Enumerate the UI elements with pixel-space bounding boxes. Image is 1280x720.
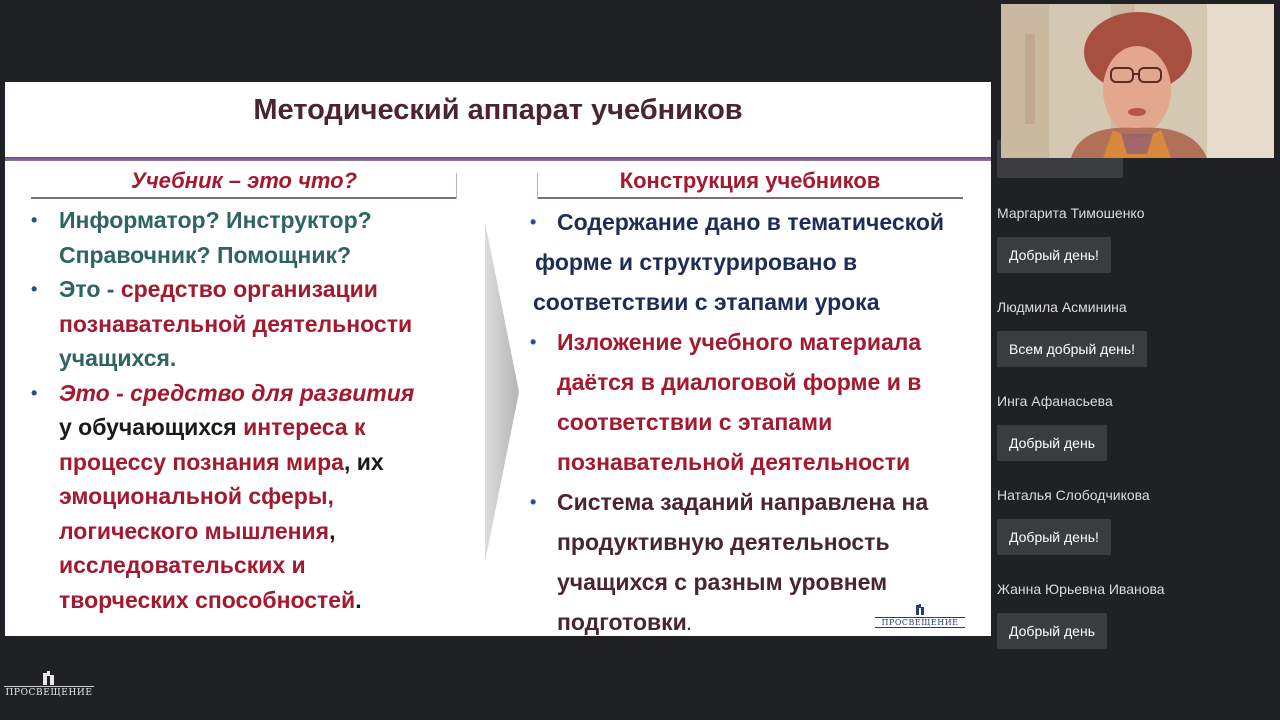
text-line: Система заданий направлена на [557, 489, 929, 515]
right-column-header [537, 166, 963, 198]
watermark-text: ПРОСВЕЩЕНИЕ [5, 688, 93, 698]
text-fragment: процессу познания мира [59, 448, 344, 475]
chat-author: Людмила Асминина [997, 299, 1127, 315]
right-column [527, 202, 987, 636]
publisher-emblem-icon [914, 604, 926, 616]
presenter-webcam-video [1001, 4, 1274, 158]
text-line: Изложение учебного материала [557, 329, 922, 355]
chat-message-bubble: Добрый день [997, 613, 1107, 649]
bullet-icon: • [31, 210, 38, 230]
bullet-icon: • [31, 382, 38, 403]
slide-title: Методический аппарат учебников [253, 94, 743, 126]
bullet-icon: • [530, 212, 537, 232]
text-line: продуктивную деятельность [557, 529, 890, 555]
text-line [59, 583, 459, 618]
bullet-icon: • [530, 332, 537, 352]
text-fragment: логического мышления [59, 517, 330, 544]
text-fragment: . [686, 617, 692, 634]
left-header-text: Учебник – это что? [130, 168, 358, 193]
left-header-underline [31, 197, 457, 199]
text-fragment: творческих способностей [59, 586, 356, 613]
chat-message-bubble: Добрый день! [997, 237, 1111, 273]
text-line: исследовательских и [59, 552, 306, 578]
text-line: соответствии с этапами урока [533, 289, 880, 315]
text-fragment: Это - [59, 276, 121, 302]
text-line: эмоциональной сферы, [59, 483, 334, 509]
text-line: учащихся с разным уровнем [557, 569, 888, 595]
text-fragment: , [329, 517, 336, 544]
presenter-video-frame [1001, 4, 1274, 158]
right-bullet-1 [527, 202, 987, 242]
watermark-emblem-icon [41, 671, 57, 685]
chat-author: Инга Афанасьева [997, 393, 1113, 409]
right-bullet-2 [527, 322, 987, 482]
text-fragment: , их [343, 448, 384, 475]
bullet-icon: • [31, 279, 38, 299]
text-line: форме и структурировано в [535, 249, 858, 275]
left-column [29, 203, 459, 617]
text-line: Информатор? Инструктор? [59, 207, 372, 233]
text-line: Это - средство для развития [59, 379, 415, 406]
left-bullet-2 [29, 272, 459, 376]
right-header-underline [537, 197, 963, 199]
left-bullet-1 [29, 203, 459, 272]
text-line [59, 410, 459, 445]
title-divider [5, 157, 991, 161]
text-fragment: у обучающихся [59, 414, 244, 440]
publisher-logo [875, 604, 965, 634]
presentation-slide [5, 82, 991, 636]
left-bullet-3 [29, 376, 459, 618]
text-fragment: средство организации [120, 276, 378, 302]
text-line [59, 514, 459, 549]
watermark-logo [4, 671, 94, 698]
chat-author: Наталья Слободчикова [997, 487, 1150, 503]
publisher-logo-text: ПРОСВЕЩЕНИЕ [875, 617, 965, 628]
left-column-header [31, 166, 457, 198]
text-line: учащихся. [59, 345, 177, 371]
bullet-icon: • [530, 492, 537, 512]
right-header-tick [537, 173, 538, 199]
left-header-tick [456, 173, 457, 199]
chat-message-bubble: Добрый день! [997, 519, 1111, 555]
chat-author: Жанна Юрьевна Иванова [997, 581, 1165, 597]
chat-message-bubble: Добрый день [997, 425, 1107, 461]
chat-message-bubble: Всем добрый день! [997, 331, 1147, 367]
text-line [59, 445, 459, 480]
chat-author: Маргарита Тимошенко [997, 205, 1145, 221]
text-line: соответствии с этапами [557, 409, 833, 435]
right-header-text: Конструкция учебников [619, 168, 881, 193]
text-line: Содержание дано в тематической [557, 209, 945, 235]
text-fragment: интереса к [243, 414, 366, 440]
text-fragment: подготовки [557, 609, 687, 635]
text-line [59, 272, 459, 307]
text-line: познавательной деятельности [557, 449, 911, 475]
chevron-arrow-icon [485, 222, 521, 562]
text-fragment: . [355, 586, 362, 613]
chat-panel[interactable] [997, 140, 1277, 660]
text-line: познавательной деятельности [59, 310, 413, 337]
text-line: даётся в диалоговой форме и в [557, 369, 922, 395]
text-line: Справочник? Помощник? [59, 241, 352, 268]
